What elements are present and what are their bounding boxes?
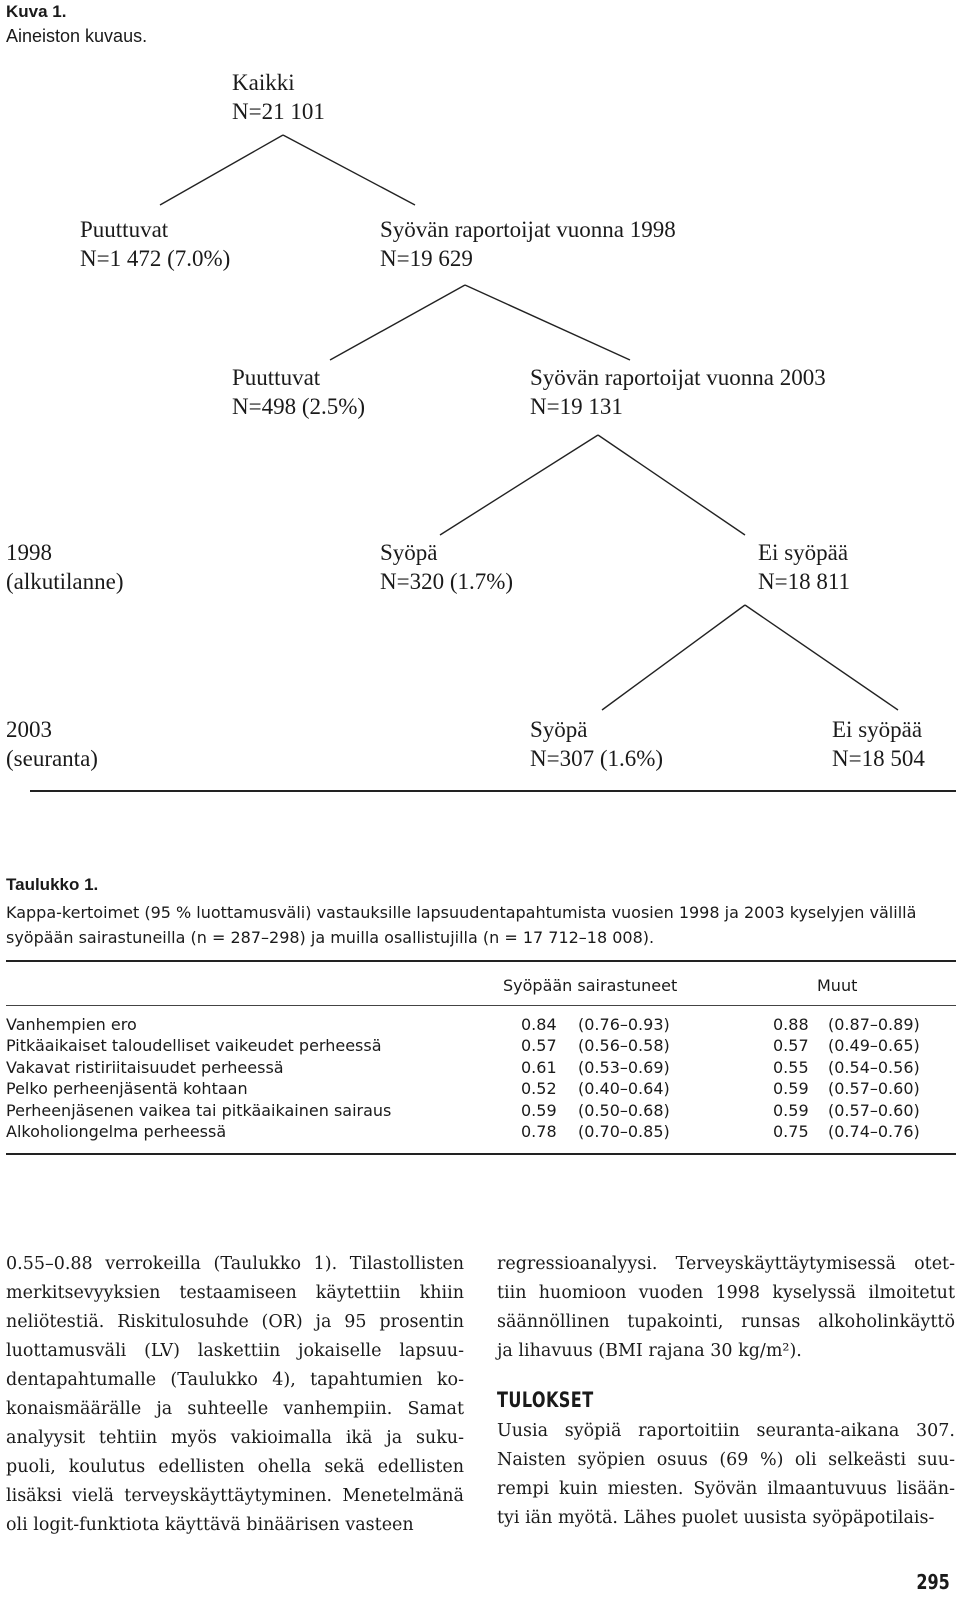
- table-cell-v1: 0.84: [521, 1015, 557, 1034]
- table-bottom-rule: [6, 1153, 956, 1155]
- text-line: regressioanalyysi. Terveyskäyttäytymisessä otet-: [497, 1254, 955, 1274]
- table-cell-ci1: (0.53–0.69): [578, 1057, 670, 1077]
- table-header-others: Muut: [817, 976, 858, 995]
- text-line: analyysit tehtiin myös vakioimalla ikä ja suku-: [6, 1428, 464, 1448]
- text-line: rempi kuin miesten. Syövän ilmaantuvuus lisään-: [497, 1479, 955, 1499]
- text-line: 0.55–0.88 verrokeilla (Taulukko 1). Tilastollisten: [6, 1254, 464, 1274]
- table-cell-label: Vanhempien ero: [6, 1015, 137, 1034]
- table-label: Taulukko 1.: [6, 875, 99, 894]
- table-cell-ci1: (0.76–0.93): [578, 1015, 670, 1034]
- page-number: 295: [916, 1570, 950, 1594]
- node-baseline-1998: 1998 (alkutilanne): [6, 540, 124, 594]
- text-line: luottamusväli (LV) laskettiin jokaiselle lapsuu-: [6, 1341, 464, 1361]
- table-cell-v2: 0.59: [773, 1100, 809, 1120]
- table-cell-v2: 0.59: [773, 1079, 809, 1099]
- edge-r1998-missing2: [330, 285, 465, 360]
- table-cell-ci2: (0.54–0.56): [828, 1057, 920, 1077]
- node-all: Kaikki N=21 101: [232, 70, 325, 124]
- table-row: [0, 1101, 960, 1123]
- text-line: Naisten syöpien osuus (69 %) oli selkeästi suu-: [497, 1450, 955, 1470]
- table-cell-ci2: (0.74–0.76): [828, 1122, 920, 1141]
- node-cancer-1998: Syöpä N=320 (1.7%): [380, 540, 514, 594]
- text-line: ja lihavuus (BMI rajana 30 kg/m²).: [497, 1341, 802, 1361]
- text-line: dentapahtumalle (Taulukko 4), tapahtumien ko-: [6, 1370, 464, 1390]
- table-cell-ci2: (0.87–0.89): [828, 1015, 920, 1034]
- text-line: neliötestiä. Riskitulosuhde (OR) ja 95 prosentin: [6, 1312, 464, 1332]
- table-cell-v1: 0.78: [521, 1122, 557, 1141]
- table-cell-ci2: (0.57–0.60): [828, 1100, 920, 1120]
- table-row: [0, 1015, 960, 1037]
- text-line: tiin huomioon vuoden 1998 kyselyssä ilmoitetut: [497, 1283, 955, 1303]
- table-row: [0, 1122, 960, 1144]
- text-line: säännöllinen tupakointi, runsas alkoholinkäyttö: [497, 1312, 955, 1332]
- text-line: konaismäärälle ja suhteelle vanhempiin. Samat: [6, 1399, 464, 1419]
- node-no-cancer-2003: Ei syöpää N=18 504: [832, 717, 925, 771]
- text-line: Uusia syöpiä raportoitiin seuranta-aikana 307.: [497, 1421, 955, 1441]
- table-cell-v1: 0.61: [521, 1057, 557, 1077]
- table-row: [0, 1036, 960, 1058]
- figure-label: Kuva 1.: [6, 2, 67, 21]
- node-no-cancer-1998: Ei syöpää N=18 811: [758, 540, 850, 594]
- node-cancer-2003: Syöpä N=307 (1.6%): [530, 717, 664, 771]
- table-cell-ci1: (0.40–0.64): [578, 1079, 670, 1099]
- text-line: lisäksi vielä terveyskäyttäytyminen. Menetelmänä: [6, 1486, 464, 1506]
- node-reporters-2003: Syövän raportoijat vuonna 2003 N=19 131: [530, 365, 826, 419]
- edge-nc1998-nocancer2003: [745, 605, 898, 710]
- table-header-rule: [6, 1005, 956, 1006]
- table-cell-ci1: (0.56–0.58): [578, 1036, 670, 1056]
- body-column-right: [497, 1250, 955, 1533]
- node-missing-2: Puuttuvat N=498 (2.5%): [232, 365, 366, 419]
- edge-nc1998-cancer2003: [602, 605, 745, 710]
- edge-all-missing1: [160, 135, 283, 205]
- text-line: tyi iän myötä. Lähes puolet uusista syöpäpotilais-: [497, 1508, 935, 1528]
- text-line: merkitsevyyksien testaamiseen käytettiin khiin: [6, 1283, 464, 1303]
- table-cell-v1: 0.57: [521, 1036, 557, 1056]
- body-paragraph-right-2: [497, 1417, 955, 1533]
- table-header-cancer: Syöpään sairastuneet: [503, 976, 678, 995]
- table-cell-v2: 0.88: [773, 1015, 809, 1034]
- text-line: puoli, koulutus edellisten ohella sekä edellisten: [6, 1457, 464, 1477]
- table-row: [0, 1058, 960, 1080]
- table-cell-v1: 0.52: [521, 1079, 557, 1099]
- table-cell-ci1: (0.70–0.85): [578, 1122, 670, 1141]
- edge-r1998-r2003: [465, 285, 630, 360]
- section-heading-results: TULOKSET: [497, 1388, 594, 1412]
- edge-r2003-cancer1998: [440, 435, 598, 535]
- table-cell-label: Perheenjäsenen vaikea tai pitkäaikainen sairaus: [6, 1100, 392, 1120]
- node-reporters-1998: Syövän raportoijat vuonna 1998 N=19 629: [380, 217, 676, 271]
- body-paragraph-right-1: [497, 1250, 955, 1366]
- figure-caption: Aineiston kuvaus.: [6, 26, 148, 46]
- table-cell-label: Vakavat ristiriitaisuudet perheessä: [6, 1057, 284, 1077]
- table-row: [0, 1079, 960, 1101]
- table-cell-v2: 0.57: [773, 1036, 809, 1056]
- table-cell-ci2: (0.57–0.60): [828, 1079, 920, 1099]
- body-column-left: [6, 1250, 464, 1540]
- table-cell-v2: 0.55: [773, 1057, 809, 1077]
- table-top-rule: [6, 960, 956, 962]
- table-cell-label: Pelko perheenjäsentä kohtaan: [6, 1079, 248, 1099]
- body-paragraph-left: [6, 1250, 464, 1540]
- node-missing-1: Puuttuvat N=1 472 (7.0%): [80, 217, 231, 271]
- edge-all-reporters1998: [283, 135, 415, 205]
- table-cell-label: Pitkäaikaiset taloudelliset vaikeudet perheessä: [6, 1036, 382, 1056]
- node-followup-2003: 2003 (seuranta): [6, 717, 98, 771]
- edge-r2003-nocancer1998: [598, 435, 745, 535]
- table-cell-label: Alkoholiongelma perheessä: [6, 1122, 227, 1141]
- table-cell-ci2: (0.49–0.65): [828, 1036, 920, 1056]
- table-cell-v2: 0.75: [773, 1122, 809, 1141]
- table-cell-ci1: (0.50–0.68): [578, 1100, 670, 1120]
- table-cell-v1: 0.59: [521, 1100, 557, 1120]
- table-caption: Kappa-kertoimet (95 % luottamusväli) vastauksille lapsuudentapahtumista vuosien 1998 ja 2003 kyselyjen välillä syöpään sairastuneilla (n = 287–298) ja muilla osallistujilla (n = 17 712–18 008).: [6, 903, 917, 947]
- text-line: oli logit-funktiota käyttävä binäärisen vasteen: [6, 1515, 414, 1535]
